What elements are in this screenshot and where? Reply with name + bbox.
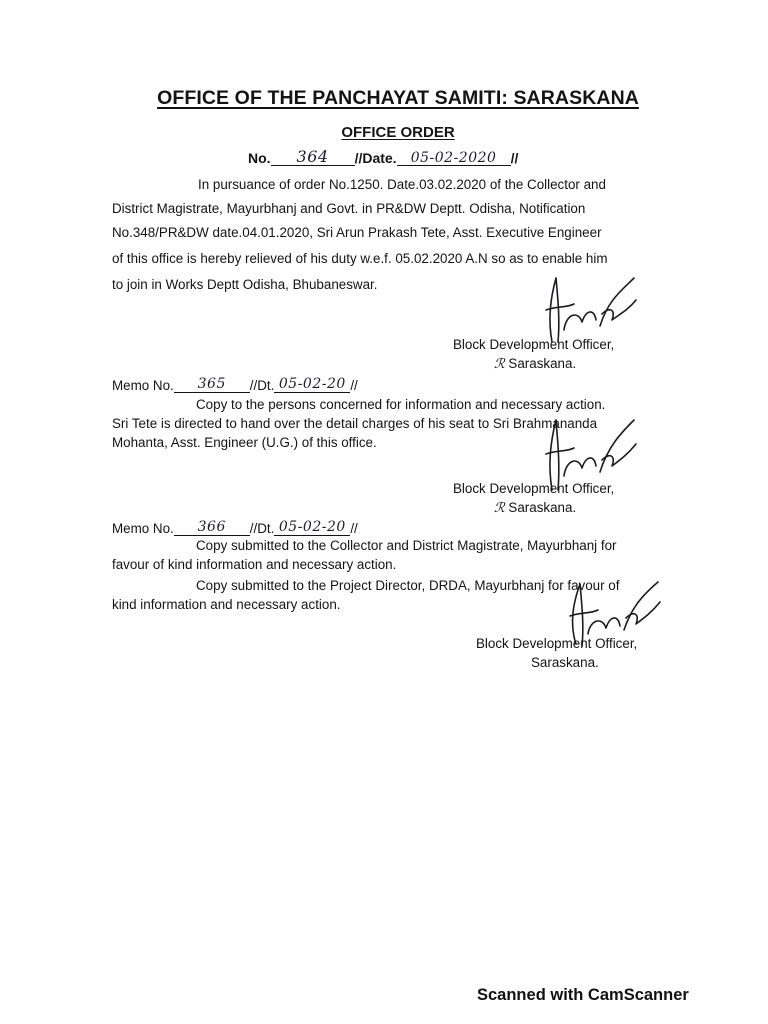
initial-mark-icon: ℛ <box>494 357 505 372</box>
signature-1-designation: Block Development Officer, <box>453 337 615 352</box>
memo-2-no-handwritten: 366 <box>197 519 226 535</box>
memo-1-no-handwritten: 365 <box>197 376 226 392</box>
order-body-line: No.348/PR&DW date.04.01.2020, Sri Arun Prakash Tete, Asst. Executive Engineer <box>112 225 602 240</box>
signature-1-place-text: Saraskana. <box>508 356 577 371</box>
memo-2-no-field <box>174 520 250 536</box>
order-body-line: to join in Works Deptt Odisha, Bhubaneswar. <box>112 277 378 292</box>
memo-1-line: Sri Tete is directed to hand over the detail charges of his seat to Sri Brahmananda <box>112 416 598 431</box>
memo-1-no-field <box>174 377 250 393</box>
office-title: OFFICE OF THE PANCHAYAT SAMITI: SARASKANA <box>157 87 639 109</box>
memo-2-line: favour of kind information and necessary action. <box>112 557 397 572</box>
memo-2-dt-label: //Dt. <box>249 521 275 536</box>
signature-3-designation: Block Development Officer, <box>476 636 638 651</box>
order-date-field <box>397 150 511 166</box>
order-no-label: No. <box>248 150 271 166</box>
memo-1-line: Mohanta, Asst. Engineer (U.G.) of this office. <box>112 435 377 450</box>
scanner-watermark: Scanned with CamScanner <box>477 986 689 1004</box>
memo-2-line: Copy submitted to the Collector and District Magistrate, Mayurbhanj for <box>196 538 617 553</box>
order-body-line: of this office is hereby relieved of his duty w.e.f. 05.02.2020 A.N so as to enable him <box>112 251 608 266</box>
memo-1-label: Memo No. <box>112 378 174 393</box>
memo-2-line: kind information and necessary action. <box>112 597 341 612</box>
memo-2-dt-handwritten: 05-02-20 <box>278 519 346 535</box>
order-body-line: District Magistrate, Mayurbhanj and Govt. in PR&DW Deptt. Odisha, Notification <box>112 201 586 216</box>
order-no-field <box>271 147 355 166</box>
signature-2-place-text: Saraskana. <box>508 500 577 515</box>
initial-mark-icon: ℛ <box>494 501 505 516</box>
order-no-handwritten: 364 <box>296 147 329 166</box>
order-date-label: //Date. <box>354 150 397 166</box>
memo-2-line: Copy submitted to the Project Director, DRDA, Mayurbhanj for favour of <box>196 578 620 593</box>
signature-2-designation: Block Development Officer, <box>453 481 615 496</box>
order-date-handwritten: 05-02-2020 <box>410 150 497 166</box>
signature-2-place <box>494 500 576 516</box>
order-body-line: In pursuance of order No.1250. Date.03.02.2020 of the Collector and <box>198 177 606 192</box>
memo-2-number-line <box>112 520 358 536</box>
order-date-suffix: // <box>510 150 519 166</box>
order-number-line <box>248 147 519 166</box>
memo-2-label: Memo No. <box>112 521 174 536</box>
memo-1-dt-handwritten: 05-02-20 <box>278 376 346 392</box>
memo-1-dt-suffix: // <box>350 378 358 393</box>
memo-1-dt-label: //Dt. <box>249 378 275 393</box>
office-order-heading: OFFICE ORDER <box>341 124 455 141</box>
memo-1-line: Copy to the persons concerned for information and necessary action. <box>196 397 606 412</box>
signature-1-place <box>494 356 576 372</box>
memo-1-number-line <box>112 377 358 393</box>
signature-3-place: Saraskana. <box>531 655 599 670</box>
memo-1-dt-field <box>274 377 350 393</box>
memo-2-dt-field <box>274 520 350 536</box>
memo-2-dt-suffix: // <box>350 521 358 536</box>
